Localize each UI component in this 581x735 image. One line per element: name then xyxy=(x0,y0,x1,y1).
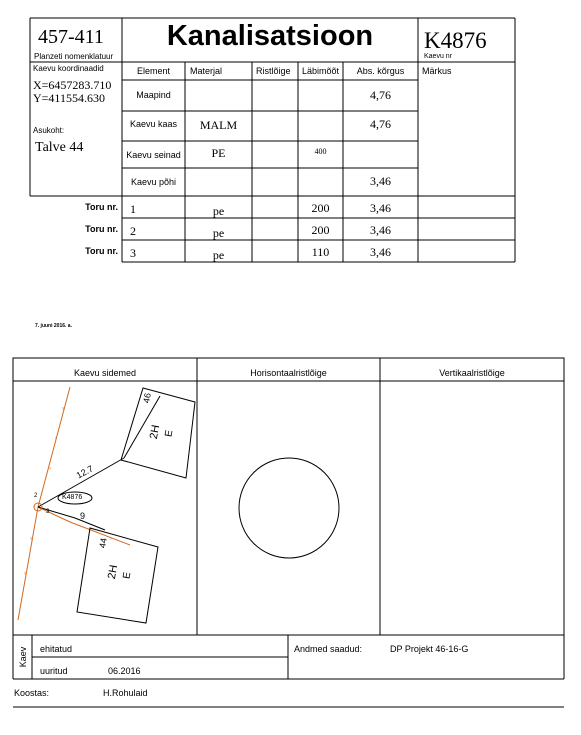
footer-koostas-label: Koostas: xyxy=(14,688,50,698)
footer-kaev-label: Kaev xyxy=(18,646,28,668)
well-id-value: K4876 xyxy=(424,28,487,53)
col-header-diameter: Läbimõõt xyxy=(302,66,340,76)
section-horizontal-header: Horisontaalristlõige xyxy=(250,368,327,378)
sketch-dist-bottom: 9 xyxy=(80,511,86,521)
col-header-material: Materjal xyxy=(190,66,223,76)
footer-andmed-value: DP Projekt 46-16-G xyxy=(390,644,469,654)
row-height-3: 3,46 xyxy=(370,174,391,188)
sketch-pipe-num-1: 2 xyxy=(34,493,38,499)
footer-ehitatud-label: ehitatud xyxy=(40,644,73,654)
pipe-diameter-1: 200 xyxy=(311,201,330,215)
col-header-element: Element xyxy=(136,66,171,76)
svg-text:›: › xyxy=(49,466,51,472)
row-height-0: 4,76 xyxy=(370,88,391,102)
svg-text:›: › xyxy=(30,536,32,542)
pipe-nr-3: 3 xyxy=(130,246,136,260)
row-element-3: Kaevu põhi xyxy=(130,177,177,187)
sketch-pipe-num-2: 3 xyxy=(46,509,50,515)
sketch-bld-top-label1: 2H xyxy=(147,424,163,440)
sketch-dist-top: 12.7 xyxy=(74,463,95,481)
sketch-bld-bot-label1: 2H xyxy=(105,564,121,580)
pipe-height-1: 3,46 xyxy=(370,201,391,215)
sketch-bld-bot-num: 44 xyxy=(97,537,109,549)
sketch-bld-top-label2: E xyxy=(163,429,176,438)
footer-koostas-value: H.Rohulaid xyxy=(103,688,148,698)
row-diameter-2: 400 xyxy=(314,147,327,156)
footer-andmed-label: Andmed saadud: xyxy=(294,644,363,654)
section-ties-header: Kaevu sidemed xyxy=(73,368,137,378)
pipe-height-2: 3,46 xyxy=(370,223,391,237)
row-height-1: 4,76 xyxy=(370,117,391,131)
row-element-1: Kaevu kaas xyxy=(129,119,178,129)
col-header-note: Märkus xyxy=(422,66,452,76)
pipe-material-3: pe xyxy=(212,248,225,262)
row-element-2: Kaevu seinad xyxy=(126,150,181,160)
pipe-nr-1: 1 xyxy=(130,202,136,216)
sketch-bld-top-num: 46 xyxy=(141,392,153,404)
document-date: 7. juuni 2016. a. xyxy=(35,323,72,329)
location-label: Asukoht: xyxy=(33,126,65,135)
pipe-height-3: 3,46 xyxy=(370,245,391,259)
well-id-label: Kaevu nr xyxy=(424,53,453,60)
pipe-nr-2: 2 xyxy=(130,224,136,238)
pipe-label-1: Toru nr. xyxy=(85,202,118,212)
nomenclature-value: 457-411 xyxy=(38,26,104,48)
svg-text:›: › xyxy=(55,436,57,442)
row-material-2: PE xyxy=(211,146,226,160)
footer-uuritud-value: 06.2016 xyxy=(108,666,141,676)
pipe-diameter-2: 200 xyxy=(311,223,330,237)
row-element-0: Maapind xyxy=(136,90,171,100)
location-value: Talve 44 xyxy=(35,140,84,155)
coord-x: X=6457283.710 xyxy=(33,78,112,92)
sketch-bld-bot-label2: E xyxy=(121,571,134,580)
pipe-label-3: Toru nr. xyxy=(85,246,118,256)
row-material-1: MALM xyxy=(199,118,238,132)
pipe-material-2: pe xyxy=(212,226,225,240)
sketch-well-label: K4876 xyxy=(62,494,83,501)
coords-label: Kaevu koordinaadid xyxy=(33,64,104,73)
footer-uuritud-label: uuritud xyxy=(40,666,68,676)
horizontal-section-circle xyxy=(239,458,339,558)
svg-text:›: › xyxy=(110,536,112,542)
coord-y: Y=411554.630 xyxy=(33,91,105,105)
sections-drawing xyxy=(0,350,581,735)
col-header-section: Ristlõige xyxy=(256,66,291,76)
pipe-label-2: Toru nr. xyxy=(85,224,118,234)
section-vertical-header: Vertikaalristlõige xyxy=(439,368,505,378)
pipe-diameter-3: 110 xyxy=(311,245,330,259)
pipe-material-1: pe xyxy=(212,204,225,218)
col-header-height: Abs. kõrgus xyxy=(356,66,405,76)
page-title: Kanalisatsioon xyxy=(166,20,374,52)
nomenclature-label: Planzeti nomenklatuur xyxy=(34,52,114,61)
svg-text:›: › xyxy=(24,571,26,577)
svg-text:›: › xyxy=(62,406,64,412)
